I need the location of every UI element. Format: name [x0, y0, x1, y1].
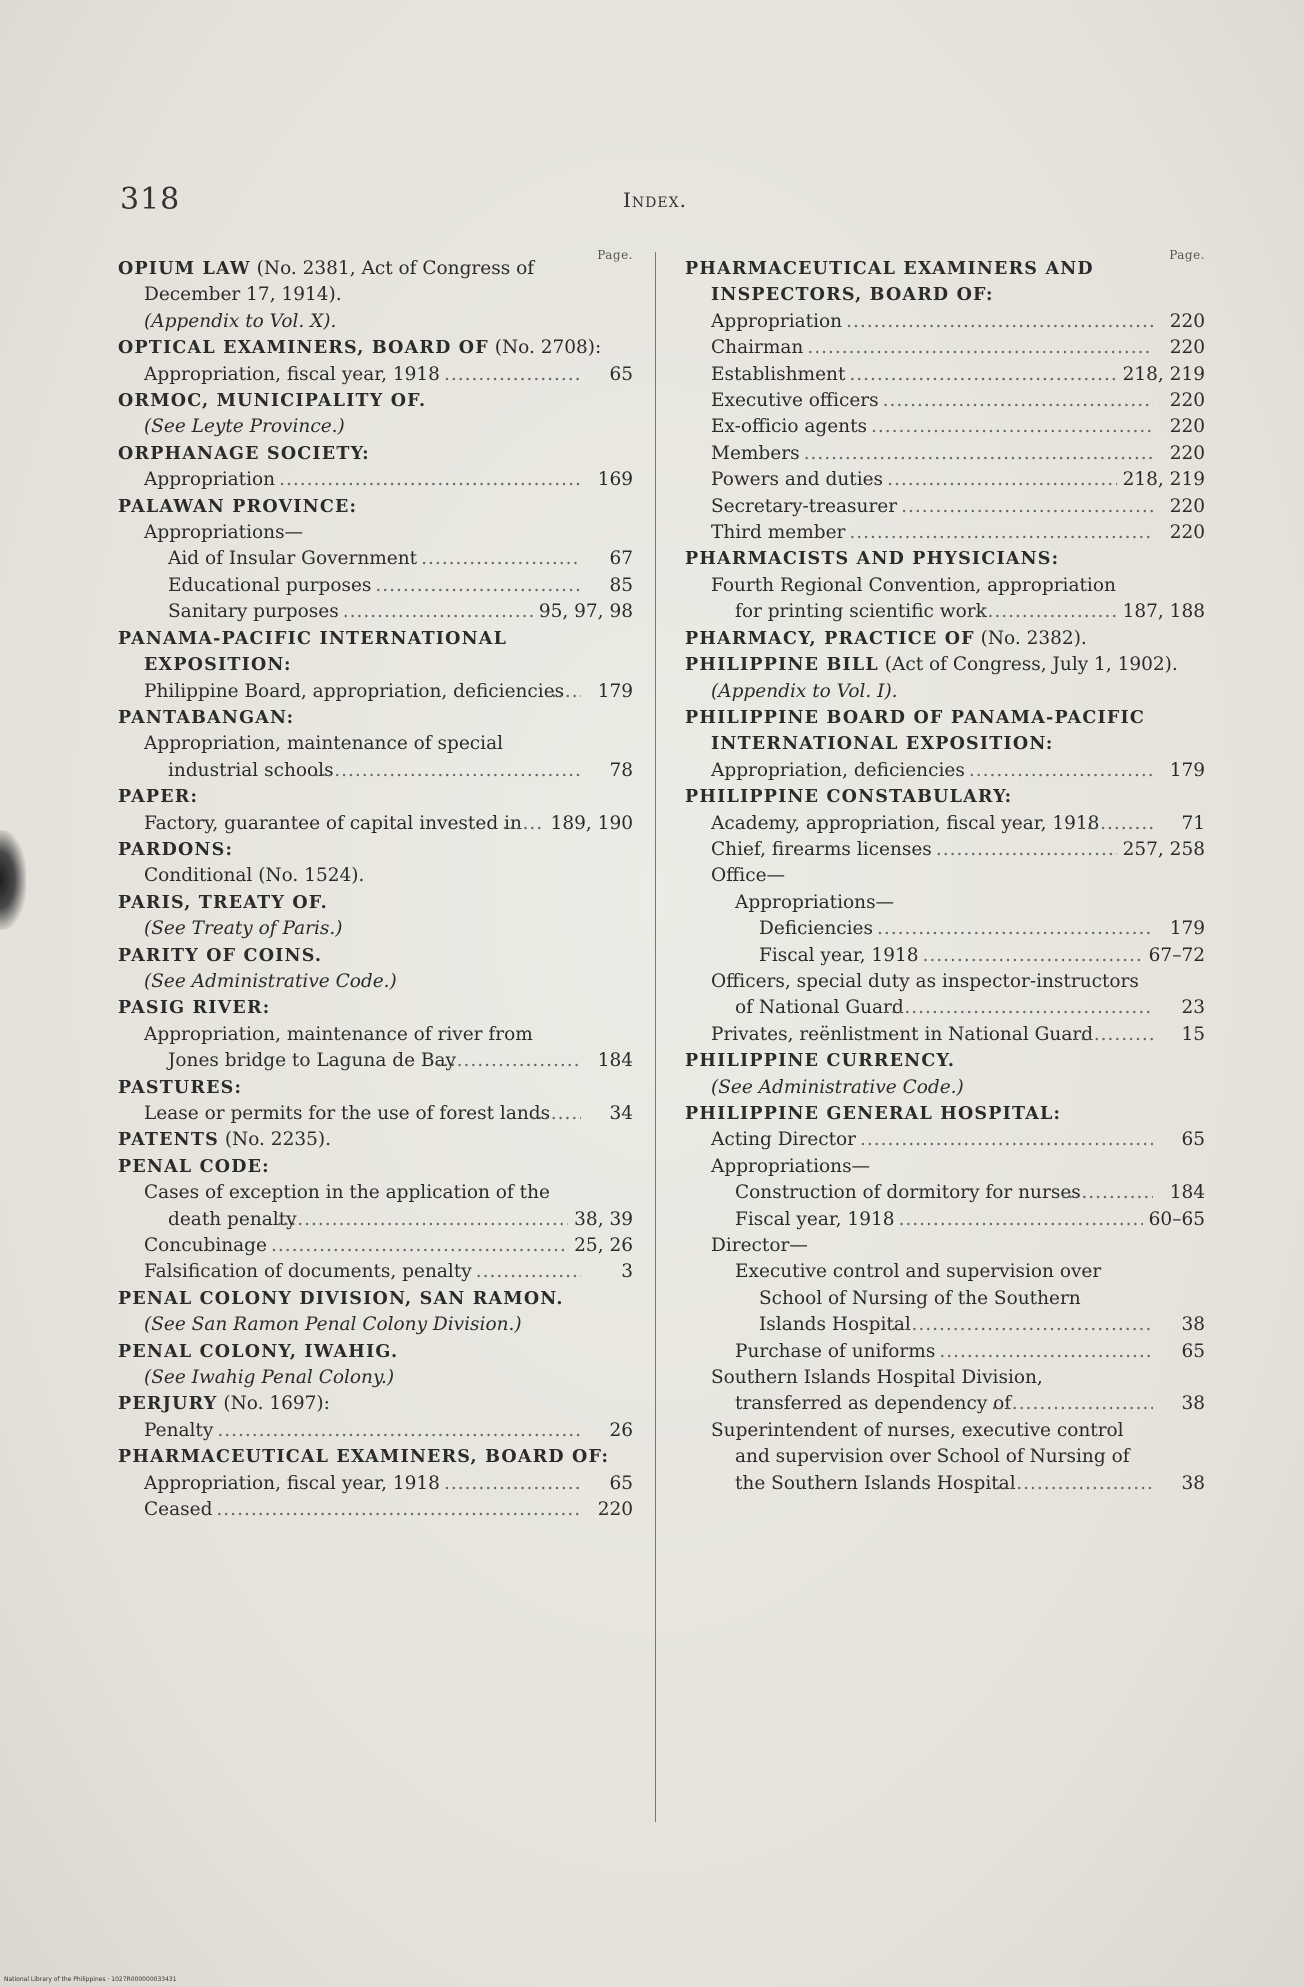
entry-page-ref: 220: [1169, 442, 1205, 464]
heading-text: PHARMACISTS AND PHYSICIANS:: [685, 549, 1060, 570]
index-heading: [685, 1048, 1205, 1074]
cross-reference: (Appendix to Vol. X).: [144, 310, 337, 332]
index-entry: [685, 388, 1205, 414]
entry-text: Academy, appropriation, fiscal year, 1918 .....: [711, 811, 1153, 837]
index-entry: [685, 520, 1205, 546]
entry-text: Philippine Board, appropriation, deficiencies .....: [144, 679, 581, 705]
index-heading: [118, 256, 633, 309]
heading-text: PERJURY: [118, 1394, 218, 1415]
entry-text: Appropriation, fiscal year, 1918 .....: [144, 362, 581, 388]
entry-text: Cases of exception in the application of the death penalty .....: [144, 1180, 568, 1233]
index-entry: [685, 916, 1205, 942]
entry-page-ref: 220: [1169, 310, 1205, 332]
index-heading: [685, 705, 1205, 758]
entry-page-ref: 3: [621, 1261, 633, 1283]
index-entry: [685, 309, 1205, 335]
entry-text: Fourth Regional Convention, appropriation for printing scientific work .....: [711, 573, 1117, 626]
entry-page-ref: 25, 26: [574, 1235, 633, 1257]
entry-page-ref: 179: [1169, 759, 1205, 781]
cross-reference: (See Treaty of Paris.): [144, 918, 343, 940]
entry-text: Southern Islands Hospital Division, transferred as dependency of .....: [711, 1365, 1153, 1418]
index-heading: [118, 441, 633, 467]
heading-text: PHARMACEUTICAL EXAMINERS, BOARD OF:: [118, 1447, 610, 1468]
heading-text: PARIS, TREATY OF.: [118, 892, 328, 913]
heading-text: PHARMACEUTICAL EXAMINERS AND INSPECTORS, BOARD OF:: [685, 259, 1094, 306]
index-entry: [685, 494, 1205, 520]
heading-suffix: (No. 2381, Act of Congress of December 17, 1914).: [144, 258, 535, 306]
page-column-label: Page.: [1169, 248, 1205, 262]
subheading: Conditional (No. 1524).: [144, 865, 365, 887]
index-entry: [685, 969, 1205, 1022]
entry-text: Members .....: [711, 441, 1153, 467]
cross-reference: (See San Ramon Penal Colony Division.): [144, 1314, 522, 1336]
page-column-label: Page.: [597, 248, 633, 262]
index-heading: [118, 837, 633, 863]
index-entry: [118, 1471, 633, 1497]
subheading: Director—: [711, 1235, 808, 1257]
entry-page-ref: 38: [1181, 1472, 1205, 1494]
index-entry: [685, 573, 1205, 626]
heading-text: PALAWAN PROVINCE:: [118, 496, 358, 517]
entry-page-ref: 187, 188: [1122, 601, 1205, 623]
heading-text: PHILIPPINE GENERAL HOSPITAL:: [685, 1104, 1062, 1124]
entry-page-ref: 23: [1181, 997, 1205, 1019]
index-entry: [685, 1418, 1205, 1497]
heading-text: PHILIPPINE CONSTABULARY:: [685, 787, 1013, 808]
entry-text: Appropriation, maintenance of river from Jones bridge to Laguna de Bay .....: [144, 1022, 581, 1075]
entry-page-ref: 65: [609, 1472, 633, 1494]
entry-page-ref: 38, 39: [574, 1208, 633, 1230]
index-entry: [685, 1127, 1205, 1153]
entry-page-ref: 179: [597, 680, 633, 702]
entry-page-ref: 26: [609, 1419, 633, 1441]
index-heading: [685, 626, 1205, 652]
entry-text: Appropriation .....: [144, 467, 581, 493]
entry-text: Acting Director .....: [711, 1127, 1153, 1153]
entry-text: Chairman .....: [711, 335, 1153, 361]
index-entry: [118, 467, 633, 493]
thumb-smudge: [0, 830, 26, 930]
cross-reference: (See Administrative Code.): [144, 970, 397, 992]
heading-suffix: (Act of Congress, July 1, 1902).: [878, 654, 1178, 676]
heading-suffix: (No. 1697):: [217, 1393, 330, 1415]
index-entry: [685, 1259, 1205, 1338]
index-entry: [118, 546, 633, 572]
index-entry: [685, 441, 1205, 467]
entry-text: Appropriation, deficiencies .....: [711, 758, 1153, 784]
index-entry: [118, 1259, 633, 1285]
entry-text: Powers and duties .....: [711, 467, 1117, 493]
scan-footer-note: National Library of the Philippines · 1027R000000033431: [4, 1976, 177, 1983]
entry-page-ref: 60–65: [1148, 1208, 1205, 1230]
index-heading: [118, 943, 633, 969]
index-entry: [118, 1233, 633, 1259]
index-column-right: [685, 248, 1205, 1497]
entry-text: Educational purposes .....: [168, 573, 581, 599]
entry-text: Lease or permits for the use of forest lands .....: [144, 1101, 581, 1127]
entry-text: Construction of dormitory for nurses .....: [735, 1180, 1153, 1206]
heading-text: PENAL COLONY DIVISION, SAN RAMON.: [118, 1288, 564, 1309]
index-entry: [685, 1365, 1205, 1418]
index-heading: [118, 1339, 633, 1365]
entry-text: Aid of Insular Government .....: [168, 546, 581, 572]
heading-text: PHILIPPINE BOARD OF PANAMA-PACIFIC INTERNATIONAL EXPOSITION:: [685, 707, 1145, 755]
index-entry: [118, 811, 633, 837]
entry-page-ref: 85: [609, 574, 633, 596]
index-entry: [118, 362, 633, 388]
entry-text: Purchase of uniforms .....: [735, 1339, 1153, 1365]
index-heading: [118, 995, 633, 1021]
heading-text: PATENTS: [118, 1130, 219, 1151]
running-head: Index.: [623, 188, 687, 212]
index-entry: [685, 335, 1205, 361]
entry-text: Fiscal year, 1918 .....: [759, 943, 1143, 969]
entry-page-ref: 15: [1181, 1023, 1205, 1045]
index-entry: [685, 943, 1205, 969]
index-heading: [118, 1391, 633, 1417]
entry-page-ref: 38: [1181, 1314, 1205, 1336]
index-heading: [685, 1101, 1205, 1127]
entry-text: Superintendent of nurses, executive control and supervision over School of Nursing of the Southern Islands Hospital .....: [711, 1418, 1153, 1497]
entry-page-ref: 220: [1169, 495, 1205, 517]
entry-page-ref: 67: [609, 548, 633, 570]
entry-page-ref: 257, 258: [1122, 838, 1205, 860]
heading-text: OPIUM LAW: [118, 259, 251, 279]
subheading: Appropriations—: [735, 891, 895, 913]
entry-page-ref: 220: [597, 1499, 633, 1521]
index-heading: [685, 784, 1205, 810]
index-entry: [685, 1022, 1205, 1048]
entry-text: Secretary-treasurer .....: [711, 494, 1153, 520]
entry-page-ref: 34: [609, 1103, 633, 1124]
entry-page-ref: 67–72: [1148, 944, 1205, 966]
index-entry: [685, 1207, 1205, 1233]
heading-text: PASTURES:: [118, 1077, 243, 1098]
index-heading: [118, 1154, 633, 1180]
entry-page-ref: 220: [1169, 337, 1205, 359]
heading-suffix: (No. 2708):: [488, 337, 602, 359]
heading-text: PANAMA-PACIFIC INTERNATIONAL EXPOSITION:: [118, 628, 508, 676]
heading-text: ORMOC, MUNICIPALITY OF.: [118, 391, 427, 412]
entry-page-ref: 220: [1169, 522, 1205, 544]
index-heading: [118, 626, 633, 679]
entry-text: Factory, guarantee of capital invested in .....: [144, 811, 545, 837]
heading-text: PHILIPPINE CURRENCY.: [685, 1051, 956, 1072]
index-entry: [685, 362, 1205, 388]
entry-text: Penalty .....: [144, 1418, 581, 1444]
index-entry: [118, 573, 633, 599]
index-heading: [118, 784, 633, 810]
entry-text: Appropriation, maintenance of special industrial schools .....: [144, 731, 581, 784]
index-heading: [118, 1444, 633, 1470]
entry-page-ref: 65: [609, 363, 633, 385]
index-heading: [685, 652, 1205, 678]
entry-page-ref: 218, 219: [1122, 469, 1205, 491]
heading-text: PARDONS:: [118, 839, 234, 860]
entry-page-ref: 65: [1181, 1340, 1205, 1362]
subheading: Appropriations—: [711, 1155, 871, 1177]
index-entry: [118, 731, 633, 784]
index-entry: [685, 1339, 1205, 1365]
entry-text: Fiscal year, 1918 .....: [735, 1207, 1143, 1233]
entry-text: Deficiencies .....: [759, 916, 1153, 942]
index-heading: [118, 1075, 633, 1101]
index-entry: [118, 1497, 633, 1523]
heading-text: PHARMACY, PRACTICE OF: [685, 628, 975, 649]
index-entry: [685, 837, 1205, 863]
index-heading: [118, 890, 633, 916]
index-entry: [118, 679, 633, 705]
entry-page-ref: 218, 219: [1122, 363, 1205, 385]
entry-text: Officers, special duty as inspector-instructors of National Guard .....: [711, 969, 1153, 1022]
entry-text: Privates, reënlistment in National Guard .....: [711, 1022, 1153, 1048]
index-entry: [118, 599, 633, 625]
heading-text: PAPER:: [118, 787, 199, 808]
cross-reference: (Appendix to Vol. I).: [711, 680, 898, 702]
heading-text: PARITY OF COINS.: [118, 945, 323, 966]
index-heading: [118, 494, 633, 520]
entry-page-ref: 71: [1181, 812, 1205, 834]
entry-text: Executive control and supervision over School of Nursing of the Southern Islands Hospital .....: [735, 1259, 1153, 1338]
entry-text: Concubinage .....: [144, 1233, 568, 1259]
entry-page-ref: 65: [1181, 1129, 1205, 1151]
entry-page-ref: 169: [597, 469, 633, 491]
index-heading: [685, 546, 1205, 572]
index-entry: [118, 1101, 633, 1127]
heading-text: ORPHANAGE SOCIETY:: [118, 443, 370, 464]
index-entry: [685, 467, 1205, 493]
index-entry: [685, 811, 1205, 837]
column-divider: [655, 252, 656, 1822]
index-heading: [118, 1127, 633, 1153]
entry-text: Falsification of documents, penalty .....: [144, 1259, 581, 1285]
index-entry: [685, 1180, 1205, 1206]
index-entry: [118, 1022, 633, 1075]
heading-text: PANTABANGAN:: [118, 707, 295, 728]
heading-text: OPTICAL EXAMINERS, BOARD OF: [118, 338, 489, 359]
heading-suffix: (No. 2382).: [974, 627, 1087, 649]
entry-page-ref: 38: [1181, 1393, 1205, 1415]
entry-text: Executive officers .....: [711, 388, 1153, 414]
cross-reference: (See Administrative Code.): [711, 1076, 964, 1098]
entry-page-ref: 95, 97, 98: [538, 601, 633, 623]
index-entry: [685, 758, 1205, 784]
subheading: Office—: [711, 865, 786, 887]
entry-page-ref: 184: [597, 1050, 633, 1072]
entry-text: Third member .....: [711, 520, 1153, 546]
index-entry: [685, 414, 1205, 440]
entry-page-ref: 220: [1169, 416, 1205, 438]
index-heading: [685, 256, 1205, 309]
entry-page-ref: 184: [1169, 1182, 1205, 1204]
heading-text: PENAL COLONY, IWAHIG.: [118, 1341, 399, 1362]
page-number: 318: [120, 182, 181, 217]
entry-text: Sanitary purposes .....: [168, 599, 533, 625]
index-column-left: [118, 248, 633, 1524]
entry-page-ref: 179: [1169, 918, 1205, 940]
index-heading: [118, 1286, 633, 1312]
entry-page-ref: 220: [1169, 390, 1205, 412]
entry-page-ref: 78: [609, 759, 633, 781]
entry-text: Appropriation .....: [711, 309, 1153, 335]
cross-reference: (See Iwahig Penal Colony.): [144, 1367, 395, 1389]
heading-text: PENAL CODE:: [118, 1156, 270, 1177]
subheading: Appropriations—: [144, 522, 304, 544]
index-heading: [118, 388, 633, 414]
entry-text: Ex-officio agents .....: [711, 414, 1153, 440]
entry-text: Establishment .....: [711, 362, 1117, 388]
index-entry: [118, 1180, 633, 1233]
index-heading: [118, 335, 633, 361]
heading-suffix: (No. 2235).: [218, 1129, 331, 1151]
cross-reference: (See Leyte Province.): [144, 416, 345, 438]
entry-text: Chief, firearms licenses .....: [711, 837, 1117, 863]
index-heading: [118, 705, 633, 731]
entry-text: Appropriation, fiscal year, 1918 .....: [144, 1471, 581, 1497]
heading-text: PASIG RIVER:: [118, 998, 271, 1019]
entry-page-ref: 189, 190: [550, 812, 633, 834]
heading-text: PHILIPPINE BILL: [685, 655, 879, 676]
index-entry: [118, 1418, 633, 1444]
entry-text: Ceased .....: [144, 1497, 581, 1523]
